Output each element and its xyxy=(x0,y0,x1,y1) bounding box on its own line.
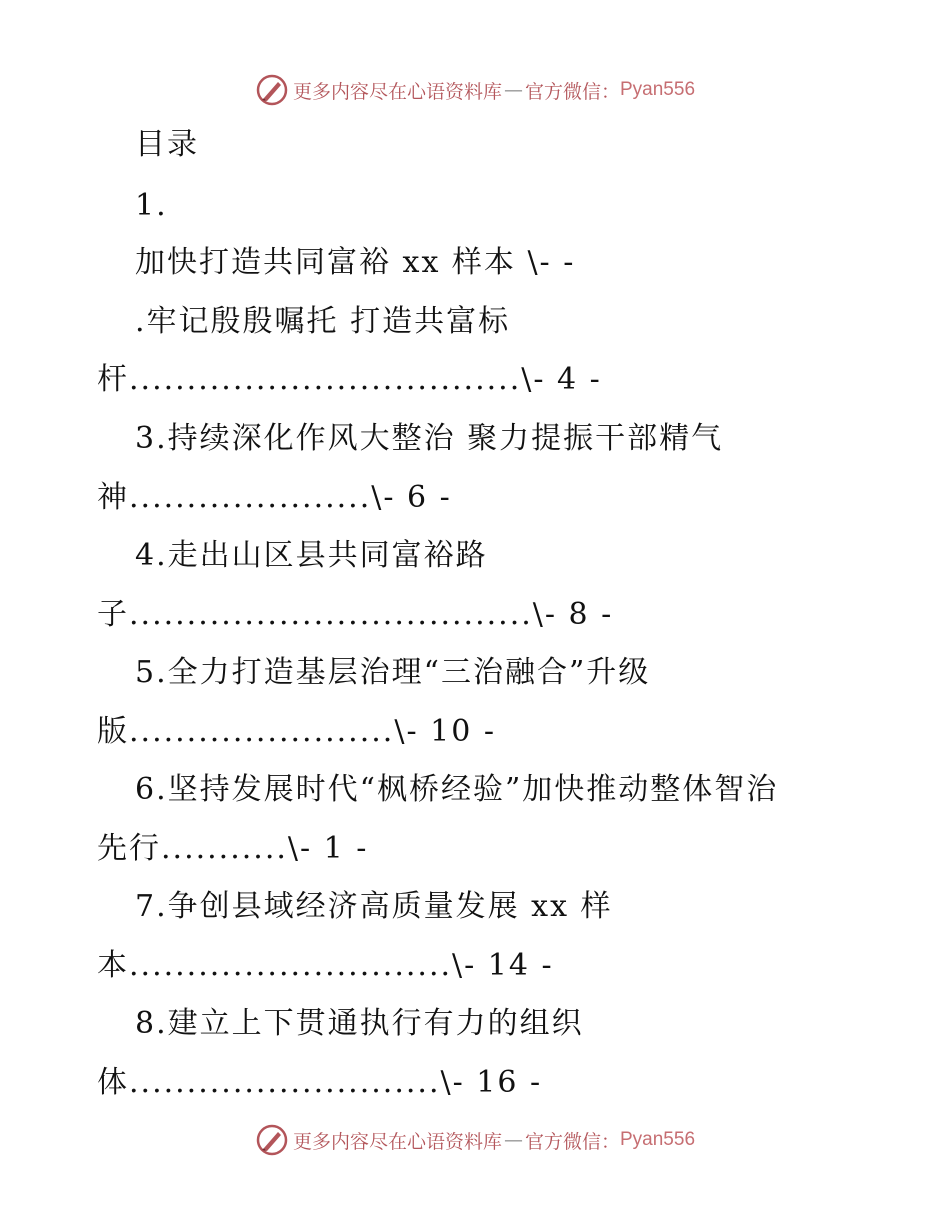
watermark-header xyxy=(0,70,950,110)
watermark-wechat-label: 官方微信： xyxy=(524,80,620,103)
toc-line: 4.走出山区县共同富裕路 xyxy=(135,538,488,573)
toc-line: 5.全力打造基层治理“三治融合”升级 xyxy=(135,655,651,690)
toc-line: 版.......................\- 10 - xyxy=(97,714,496,749)
watermark-text: 更多内容尽在心语资料库 xyxy=(292,1130,502,1153)
toc-line: 7.争创县域经济高质量发展 xx 样 xyxy=(135,889,613,924)
toc-title: 目录 xyxy=(135,127,199,162)
toc-line: 加快打造共同富裕 xx 样本 \- - xyxy=(135,245,576,280)
toc-line: 6.坚持发展时代“枫桥经验”加快推动整体智治 xyxy=(135,772,779,807)
watermark-text: 更多内容尽在心语资料库 xyxy=(292,80,502,103)
watermark-footer xyxy=(0,1120,950,1160)
pen-logo-icon xyxy=(255,1123,289,1157)
toc-line: 8.建立上下贯通执行有力的组织 xyxy=(135,1006,584,1041)
pen-logo-icon xyxy=(255,73,289,107)
toc-line: 1. xyxy=(135,188,168,223)
toc-line: 3.持续深化作风大整治 聚力提振干部精气 xyxy=(135,421,724,456)
watermark-separator: — xyxy=(503,1129,523,1151)
watermark-separator: — xyxy=(503,79,523,101)
toc-line: 杆..................................\- 4 - xyxy=(97,362,602,397)
watermark-wechat-id: Pyan556 xyxy=(620,1129,696,1150)
toc-line: 体...........................\- 16 - xyxy=(97,1065,543,1100)
toc-line: 先行...........\- 1 - xyxy=(97,831,369,866)
toc-line: 神.....................\- 6 - xyxy=(97,480,452,515)
toc-line: .牢记殷殷嘱托 打造共富标 xyxy=(135,304,511,339)
watermark-wechat-id: Pyan556 xyxy=(620,79,696,100)
watermark-wechat-label: 官方微信： xyxy=(524,1130,620,1153)
toc-line: 子...................................\- 8 - xyxy=(97,597,614,632)
toc-line: 本............................\- 14 - xyxy=(97,948,554,983)
